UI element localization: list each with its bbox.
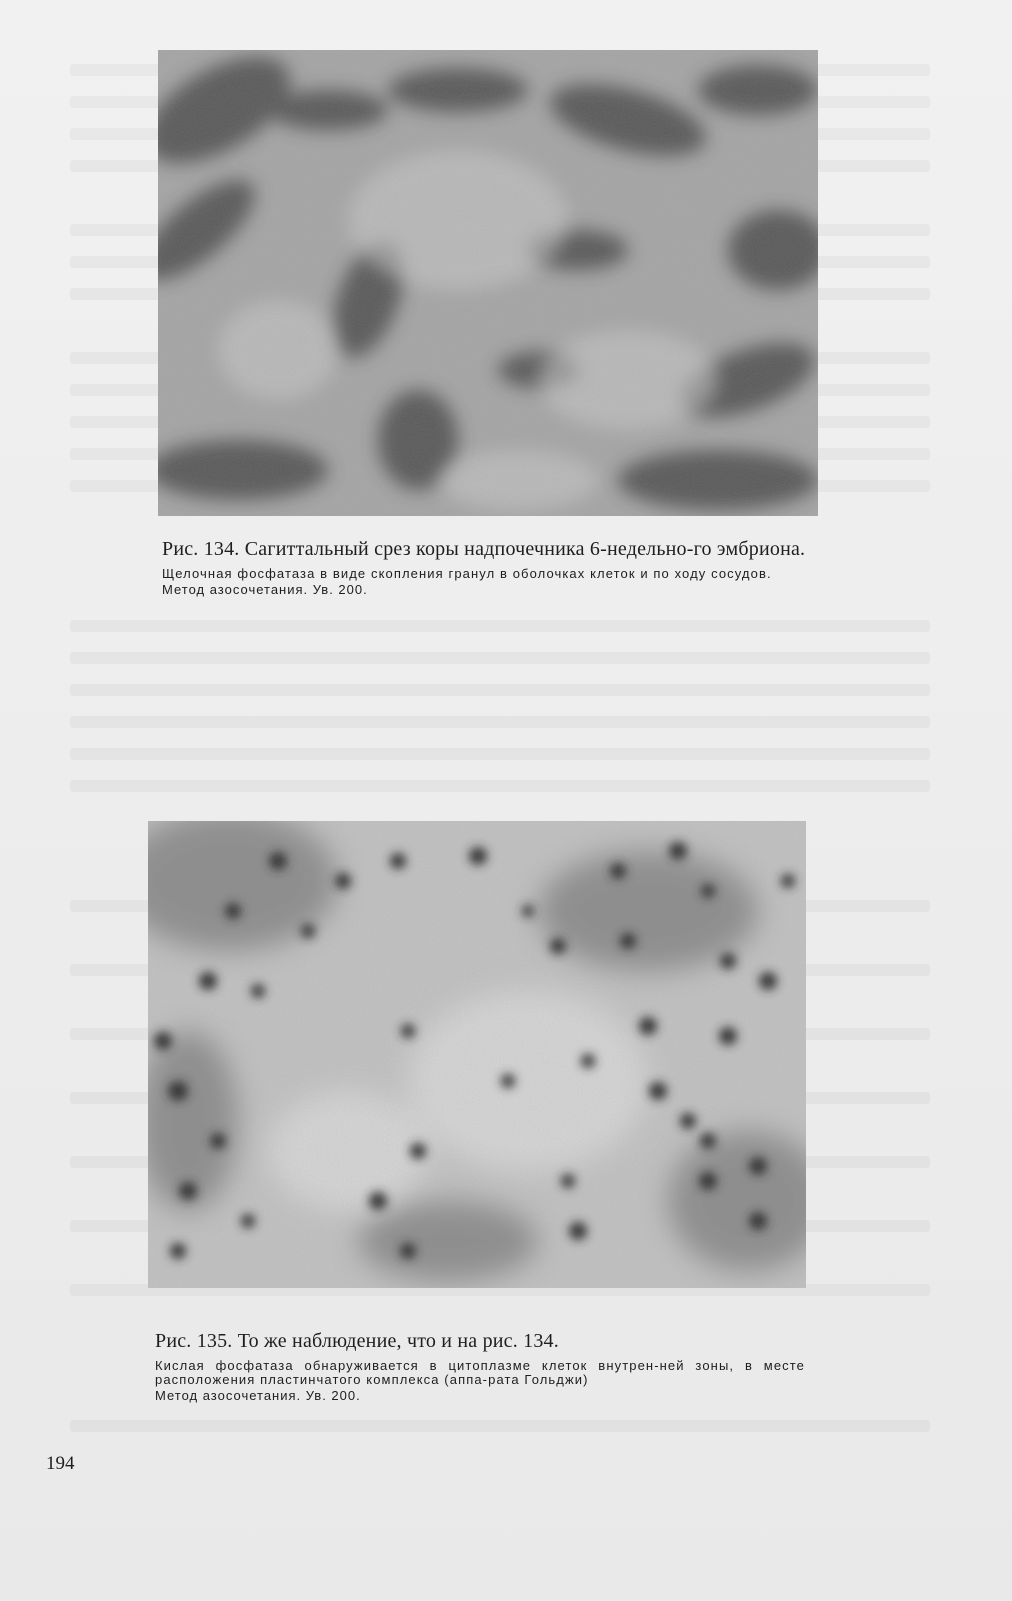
caption-figure-135 bbox=[155, 1330, 805, 1403]
figure-134-method: Метод азосочетания. Ув. 200. bbox=[162, 582, 368, 597]
micrograph-figure-134 bbox=[158, 50, 818, 516]
page-number: 194 bbox=[46, 1453, 75, 1474]
figure-134-description: Щелочная фосфатаза в виде скопления гранул в оболочках клеток и по ходу сосудов. bbox=[162, 566, 772, 581]
figure-134-title: Рис. 134. Сагиттальный срез коры надпочечника 6-недельно-го эмбриона. bbox=[162, 538, 806, 560]
figure-135-description: Кислая фосфатаза обнаруживается в цитоплазме клеток внутрен-ней зоны, в месте расположения пластинчатого комплекса (аппа-рата Гольджи) bbox=[155, 1358, 805, 1387]
figure-135-method: Метод азосочетания. Ув. 200. bbox=[155, 1388, 361, 1403]
caption-figure-134 bbox=[162, 538, 822, 597]
figure-135-title: Рис. 135. То же наблюдение, что и на рис. 134. bbox=[155, 1330, 559, 1352]
micrograph-figure-135 bbox=[148, 821, 806, 1288]
